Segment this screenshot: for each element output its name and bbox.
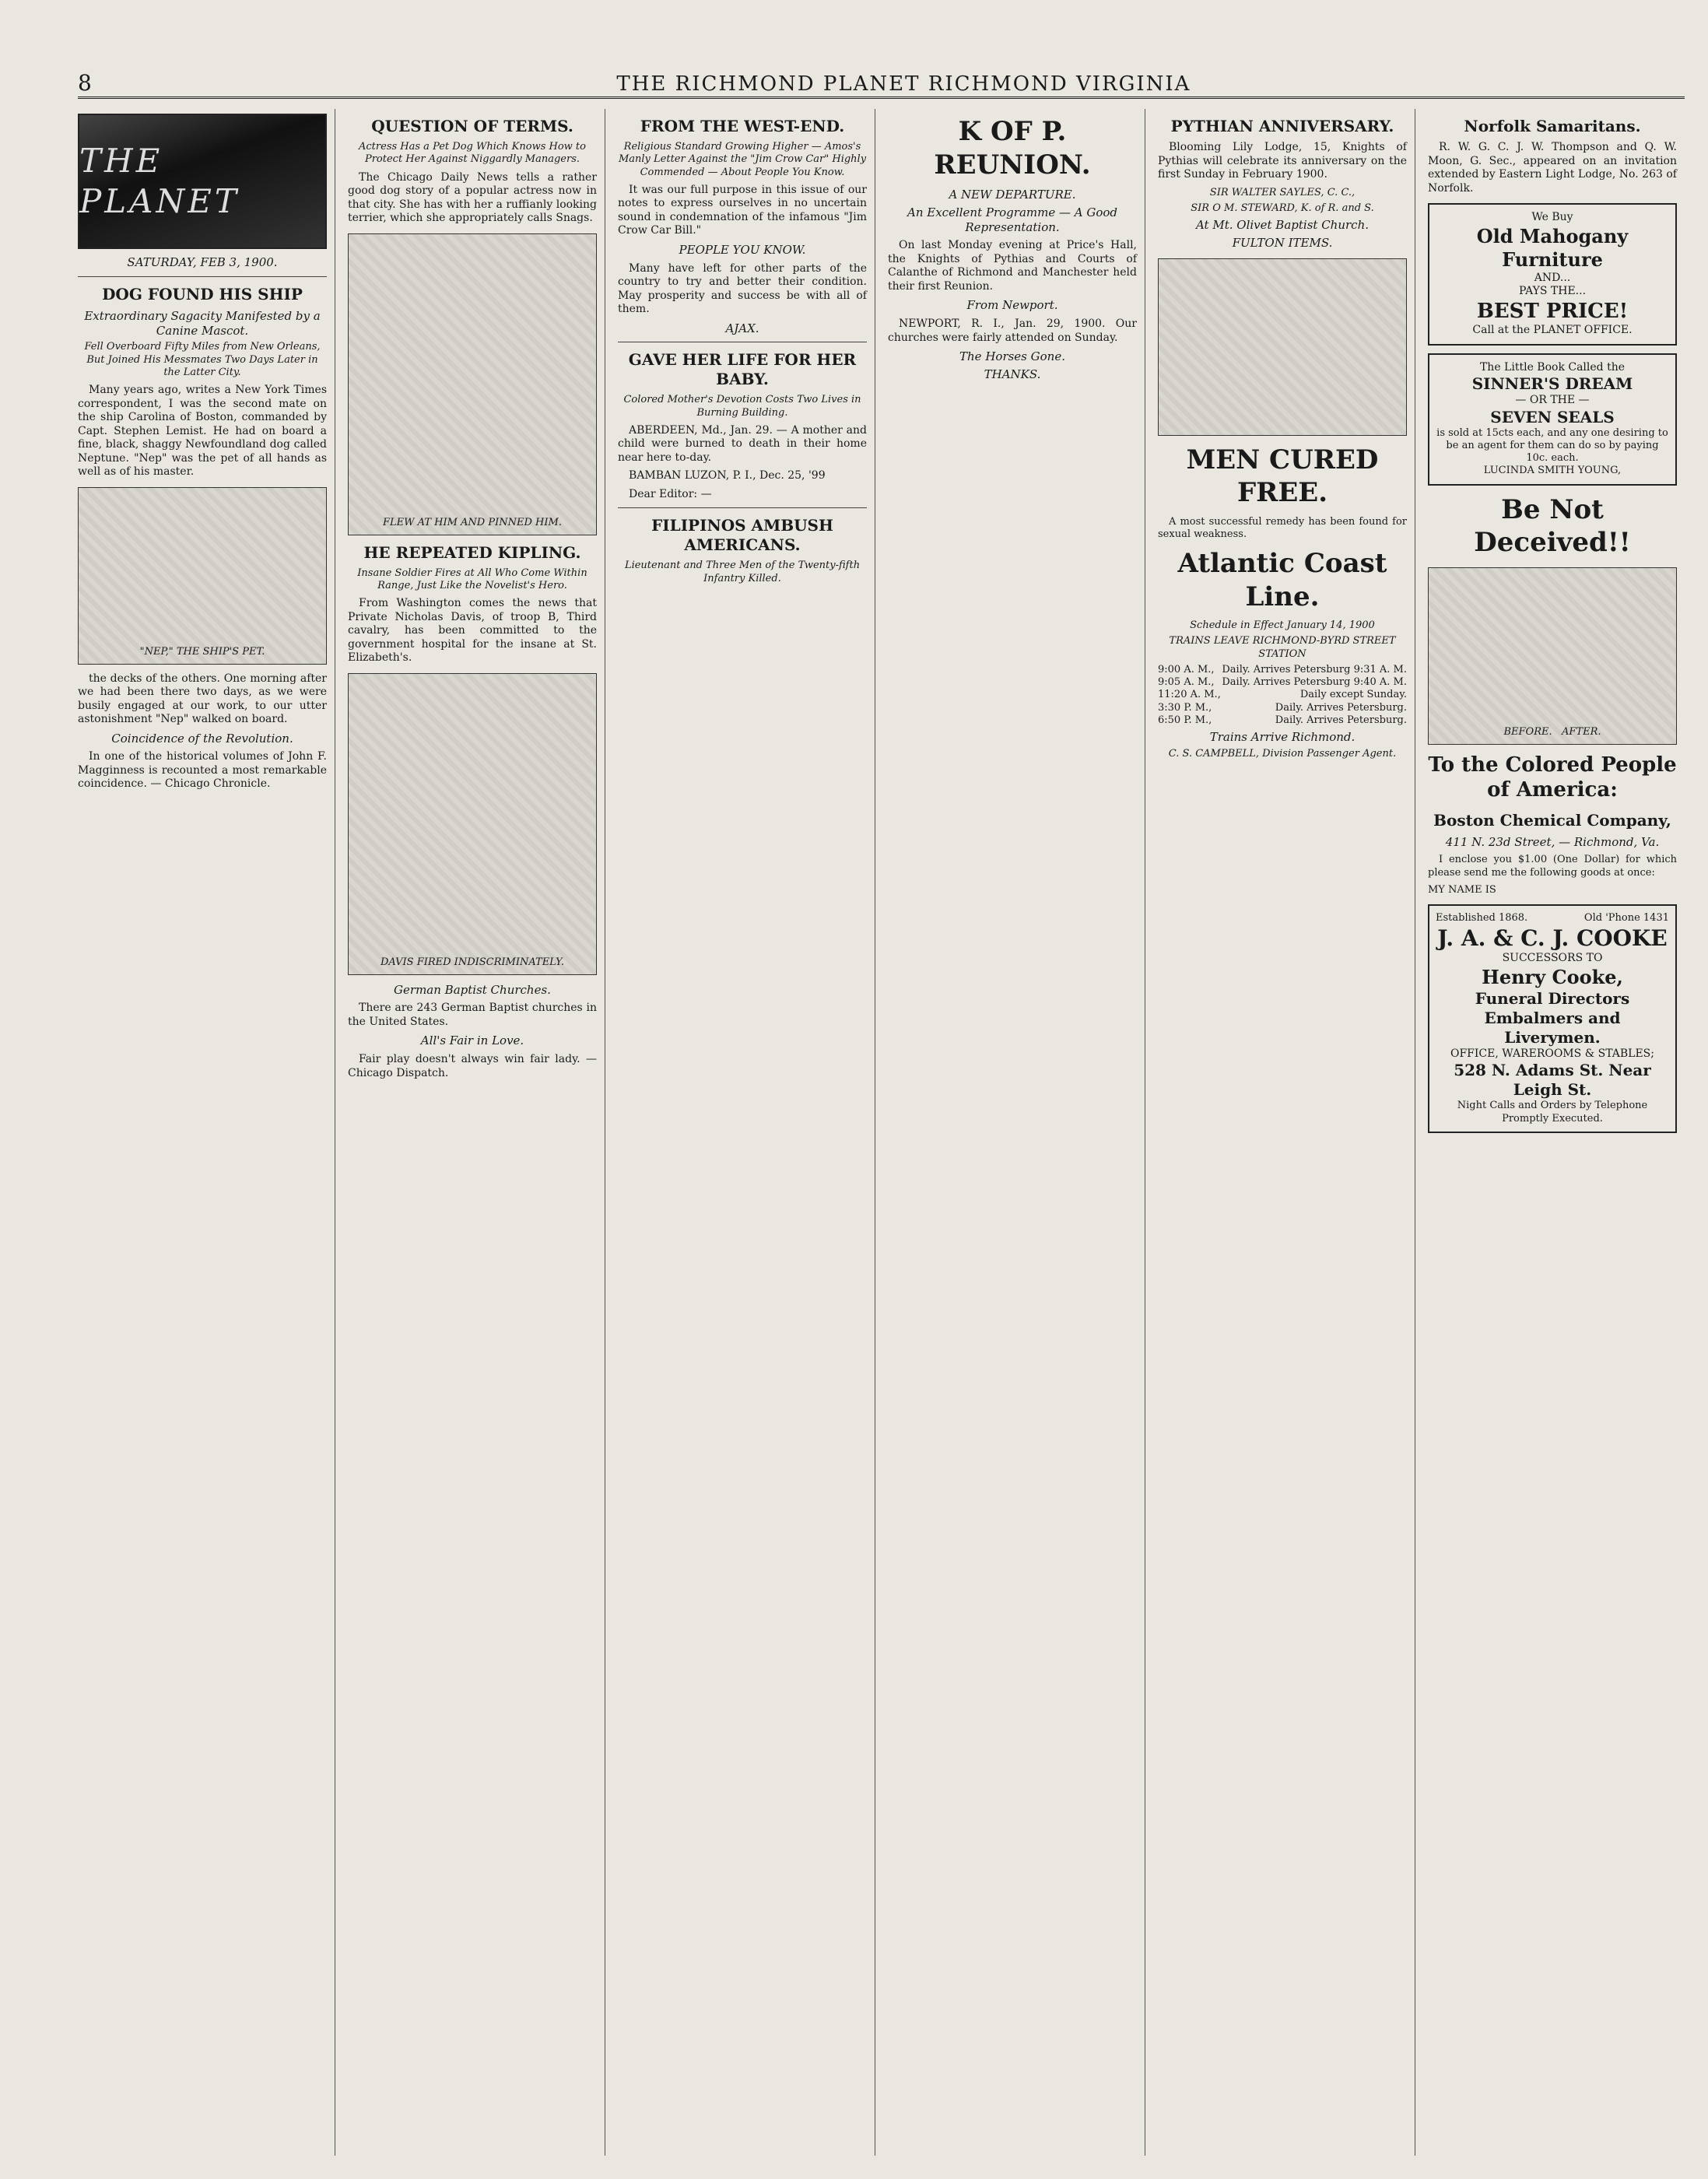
before-label: BEFORE. (1503, 726, 1552, 739)
masthead (78, 68, 1685, 99)
station: TRAINS LEAVE RICHMOND-BYRD STREET STATION (1169, 635, 1396, 660)
furniture-ad (1428, 203, 1677, 346)
ad-line: Funeral Directors Embalmers and Liverymen. (1475, 988, 1630, 1047)
ad-line: MY NAME IS (1428, 883, 1496, 896)
doctors-illustration (1158, 258, 1407, 436)
ship-illustration (78, 487, 327, 665)
subhead: Religious Standard Growing Higher — Amos's Manly Letter Against the "Jim Crow Car" Highly Commended — About People You Know. (618, 141, 867, 178)
subhead: Coincidence of the Revolution. (111, 731, 293, 746)
newspaper-title: THE RICHMOND PLANET RICHMOND VIRGINIA (616, 72, 1191, 96)
ad-text: A most successful remedy has been found for sexual weakness. (1158, 515, 1407, 540)
article-text: ABERDEEN, Md., Jan. 29. — A mother and child were burned to death in their home near here to-day. (618, 423, 867, 464)
after-label: AFTER. (1562, 726, 1601, 739)
article-text: Many have left for other parts of the country to try and better their condition. May prosperity and success be with all of them. (618, 261, 867, 315)
ad-line: — OR THE — (1515, 394, 1590, 406)
ad-line: Henry Cooke, (1482, 965, 1623, 988)
headline: PYTHIAN ANNIVERSARY. (1170, 117, 1394, 135)
train-row (1158, 676, 1407, 689)
ad-headline: To the Colored People of America: (1428, 753, 1677, 802)
signature: AJAX. (725, 321, 759, 335)
train-row (1158, 702, 1407, 714)
column-5 (1158, 109, 1415, 2156)
soldier-illustration (348, 673, 597, 975)
article-text: There are 243 German Baptist churches in the United States. (348, 1002, 597, 1028)
dateline: BAMBAN LUZON, P. I., Dec. 25, '99 (629, 469, 826, 482)
ad-line: LUCINDA SMITH YOUNG, (1483, 465, 1622, 477)
subhead: From Newport. (966, 298, 1058, 313)
headline: K OF P. REUNION. (934, 116, 1091, 181)
subhead: Actress Has a Pet Dog Which Knows How to Protect Her Against Niggardly Managers. (359, 141, 586, 166)
ad-line: J. A. & C. J. COOKE (1437, 925, 1668, 952)
atlantic-coast-line-title: Atlantic Coast Line. (1177, 548, 1387, 612)
column-3 (618, 109, 875, 2156)
column-6 (1428, 109, 1685, 2156)
article-text: Many years ago, writes a New York Times correspondent, I was the second mate on the ship Carolina of Boston, commanded by Capt. Stephen Lemist. He had on board a fine, black, shaggy Newfoundland dog called Neptune. "Nep" was the pet of all hands as well as of his master. (78, 384, 327, 478)
ad-text: I enclose you $1.00 (One Dollar) for which please send me the following goods at once: (1428, 854, 1677, 879)
ad-line: SUCCESSORS TO (1502, 952, 1603, 965)
ad-line: We Buy (1531, 211, 1573, 223)
desc: Daily. Arrives Petersburg 9:31 A. M. (1222, 663, 1407, 675)
caption: FLEW AT HIM AND PINNED HIM. (383, 517, 562, 529)
subhead: PEOPLE YOU KNOW. (679, 242, 806, 257)
cooke-ad (1428, 904, 1677, 1133)
ad-company: Boston Chemical Company, (1433, 810, 1671, 830)
subhead: German Baptist Churches. (394, 982, 551, 997)
subhead: At Mt. Olivet Baptist Church. (1195, 218, 1369, 232)
subhead: Trains Arrive Richmond. (1209, 730, 1356, 744)
headline: HE REPEATED KIPLING. (363, 542, 581, 562)
ad-headline: MEN CURED FREE. (1186, 444, 1379, 508)
the-planet-logo: THE PLANET (78, 114, 327, 249)
article-text: The Chicago Daily News tells a rather good dog story of a popular actress now in that city. She has with her a ruffianly looking terrier, which she appropriately calls Snags. (348, 170, 597, 224)
ad-headline: Be Not Deceived!! (1474, 493, 1631, 558)
signature: C. S. CAMPBELL, Division Passenger Agent. (1168, 747, 1397, 760)
train-row (1158, 664, 1407, 676)
desc: Daily. Arrives Petersburg. (1275, 701, 1407, 714)
time: 3:30 P. M., (1158, 701, 1212, 714)
date-line: SATURDAY, FEB 3, 1900. (127, 255, 278, 269)
column-1 (78, 109, 335, 2156)
article-text: In one of the historical volumes of John F. Magginness is recounted a most remarkable coincidence. — Chicago Chronicle. (78, 750, 327, 791)
subhead: THANKS. (984, 367, 1041, 381)
ad-line: SEVEN SEALS (1490, 407, 1615, 426)
article-text: NEWPORT, R. I., Jan. 29, 1900. Our churches were fairly attended on Sunday. (888, 318, 1137, 344)
train-row (1158, 714, 1407, 727)
time: 11:20 A. M., (1158, 689, 1221, 701)
subhead: All's Fair in Love. (420, 1033, 524, 1048)
ad-line: BEST PRICE! (1476, 299, 1629, 323)
ad-line: Call at the PLANET OFFICE. (1472, 324, 1633, 336)
caption: "NEP," THE SHIP'S PET. (139, 646, 265, 658)
ad-line: PAYS THE... (1518, 285, 1587, 297)
time: 6:50 P. M., (1158, 714, 1212, 726)
deck: Fell Overboard Fifty Miles from New Orleans, But Joined His Messmates Two Days Later in the Latter City. (84, 341, 321, 378)
article-text: On last Monday evening at Price's Hall, the Knights of Pythias and Courts of Calanthe of Richmond and Manchester held their first Reunion. (888, 239, 1137, 293)
train-list (1158, 664, 1407, 727)
ad-line: The Little Book Called the (1479, 360, 1626, 374)
article-text: the decks of the others. One morning after we had been there two days, as we were busily engaged at our work, to our utter astonishment "Nep" walked on board. (78, 672, 327, 725)
ad-line: OFFICE, WAREROOMS & STABLES; (1450, 1047, 1654, 1060)
ad-line: Old Mahogany Furniture (1476, 224, 1629, 271)
subhead: Extraordinary Sagacity Manifested by a Canine Mascot. (84, 308, 321, 338)
sinners-dream-ad (1428, 353, 1677, 486)
ad-line: Established 1868. (1436, 912, 1528, 924)
headline: QUESTION OF TERMS. (371, 117, 573, 135)
time: 9:00 A. M., (1158, 663, 1215, 675)
ad-row (1436, 912, 1669, 925)
subhead: FULTON ITEMS. (1232, 235, 1333, 250)
ad-line: Night Calls and Orders by Telephone Promptly Executed. (1457, 1100, 1648, 1125)
desc: Daily. Arrives Petersburg 9:40 A. M. (1222, 676, 1407, 688)
desc: Daily except Sunday. (1299, 689, 1407, 701)
greeting: Dear Editor: — (629, 487, 712, 500)
ad-line: Old 'Phone 1431 (1583, 912, 1669, 924)
ad-line: is sold at 15cts each, and any one desiring to be an agent for them can do so by paying 10c. each. (1436, 426, 1668, 464)
column-2 (348, 109, 605, 2156)
signature: SIR WALTER SAYLES, C. C., (1209, 186, 1356, 198)
subhead: The Horses Gone. (959, 349, 1065, 363)
subhead: Lieutenant and Three Men of the Twenty-fifth Infantry Killed. (624, 560, 861, 584)
subhead: An Excellent Programme — A Good Representation. (907, 205, 1117, 234)
headline: FROM THE WEST-END. (640, 117, 845, 135)
before-after-illustration (1428, 567, 1677, 745)
ad-line: 528 N. Adams St. Near Leigh St. (1454, 1061, 1651, 1100)
desc: Daily. Arrives Petersburg. (1275, 714, 1407, 726)
column-4 (888, 109, 1145, 2156)
article-text: R. W. G. C. J. W. Thompson and Q. W. Moon, G. Sec., appeared on an invitation extended by Eastern Light Lodge, No. 263 of Norfolk. (1428, 141, 1677, 195)
train-row (1158, 689, 1407, 701)
caption: DAVIS FIRED INDISCRIMINATELY. (380, 956, 565, 969)
actress-illustration (348, 233, 597, 535)
headline: FILIPINOS AMBUSH AMERICANS. (651, 516, 833, 555)
ad-line: SINNER'S DREAM (1471, 374, 1633, 393)
article-text: Fair play doesn't always win fair lady. — Chicago Dispatch. (348, 1053, 597, 1079)
article-text: It was our full purpose in this issue of our notes to express ourselves in no uncertain sound in condemnation of the infamous "Jim Crow Car Bill." (618, 183, 867, 237)
ad-address: 411 N. 23d Street, — Richmond, Va. (1445, 834, 1660, 849)
subhead: Insane Soldier Fires at All Who Come Within Range, Just Like the Novelist's Hero. (357, 567, 587, 591)
schedule-effective: Schedule in Effect January 14, 1900 (1190, 619, 1375, 631)
time: 9:05 A. M., (1158, 676, 1215, 688)
page-number: 8 (78, 70, 92, 96)
article-text: Blooming Lily Lodge, 15, Knights of Pythias will celebrate its anniversary on the first Sunday in February 1900. (1158, 141, 1407, 181)
subhead: A NEW DEPARTURE. (949, 188, 1076, 202)
signature: SIR O M. STEWARD, K. of R. and S. (1191, 202, 1374, 214)
headline: GAVE HER LIFE FOR HER BABY. (628, 350, 857, 389)
ad-line: AND... (1534, 271, 1571, 284)
headline: DOG FOUND HIS SHIP (102, 284, 303, 304)
article-text: From Washington comes the news that Private Nicholas Davis, of troop B, Third cavalry, has been committed to the government hospital for the insane at St. Elizabeth's. (348, 597, 597, 664)
headline: Norfolk Samaritans. (1464, 117, 1641, 135)
columns (78, 109, 1685, 2156)
subhead: Colored Mother's Devotion Costs Two Lives in Burning Building. (623, 394, 861, 419)
